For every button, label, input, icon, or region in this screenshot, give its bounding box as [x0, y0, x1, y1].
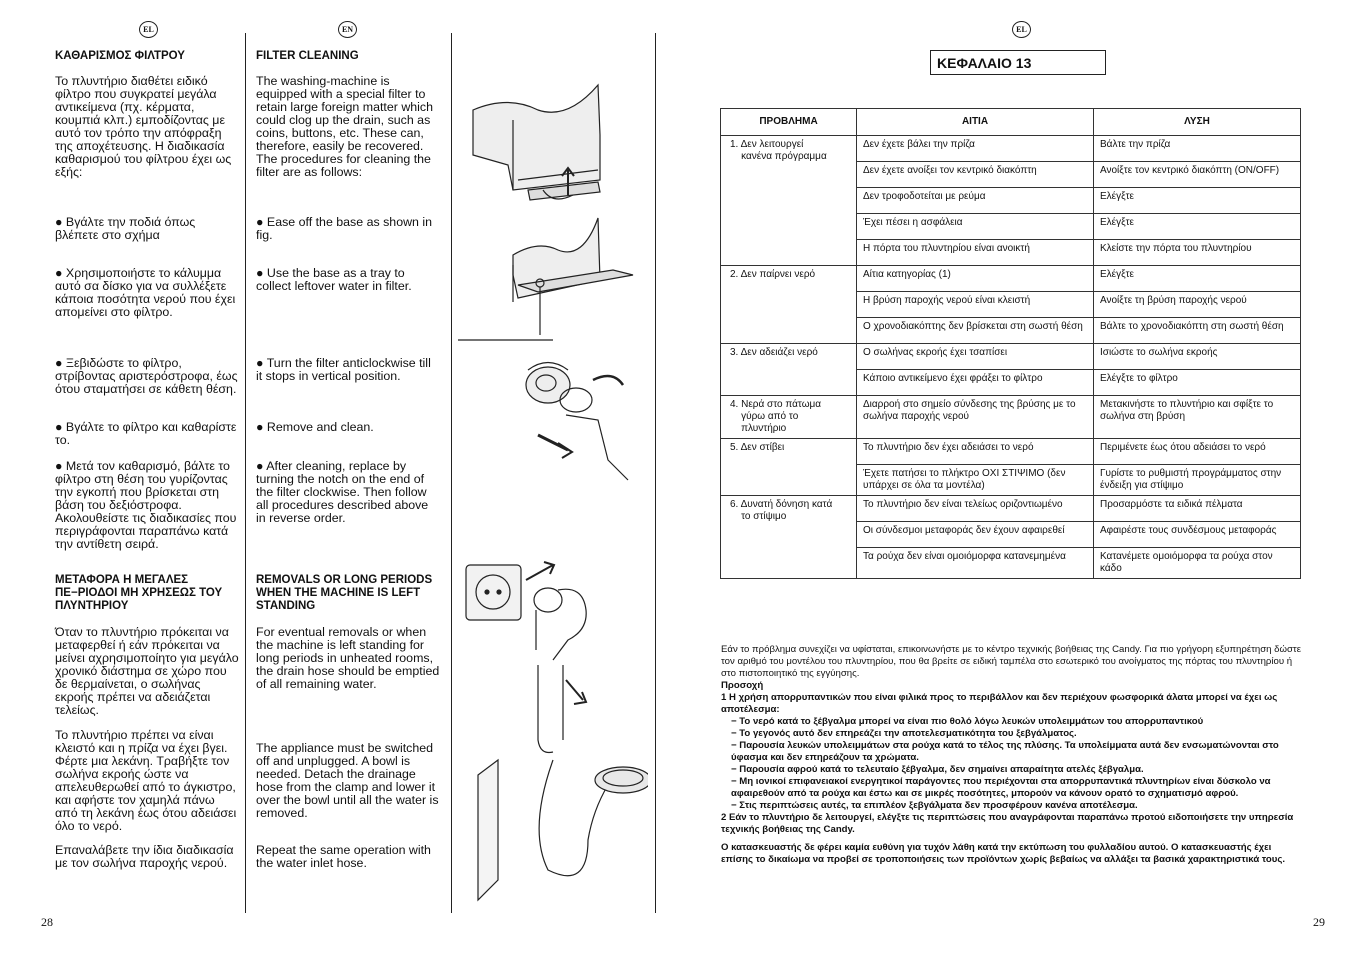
table-row [721, 439, 1301, 465]
cause-cell: Η πόρτα του πλυντηρίου είναι ανοικτή [857, 240, 1094, 266]
problem-cell: 1. Δεν λειτουργεί κανένα πρόγραμμα [721, 136, 857, 266]
solution-cell: Γυρίστε το ρυθμιστή προγράμματος στην ένδειξη για στίψιμο [1094, 465, 1301, 496]
column-divider-2 [451, 33, 452, 913]
page-number-left: 28 [41, 915, 53, 929]
solution-cell: Ισιώστε το σωλήνα εκροής [1094, 344, 1301, 370]
cause-cell: Διαρροή στο σημείο σύνδεσης της βρύσης με το σωλήνα παροχής νερού [857, 396, 1094, 439]
page-number-right: 29 [1313, 915, 1325, 929]
fig-unplug [466, 562, 586, 660]
solution-cell: Ελέγξτε [1094, 214, 1301, 240]
chapter-title: ΚΕΦΑΛΑΙΟ 13 [930, 50, 1106, 75]
illustrations-column [458, 40, 648, 910]
greek-step-1: ● Βγάλτε την ποδιά όπως βλέπετε στο σχήμα [55, 215, 196, 242]
cause-cell: Ο σωλήνας εκροής έχει τσαπίσει [857, 344, 1094, 370]
language-badge-en: EN [338, 21, 357, 38]
solution-cell: Ανοίξτε τη βρύση παροχής νερού [1094, 292, 1301, 318]
cause-cell: Οι σύνδεσμοι μεταφοράς δεν έχουν αφαιρεθεί [857, 522, 1094, 548]
cause-cell: Η βρύση παροχής νερού είναι κλειστή [857, 292, 1094, 318]
header-cause: ΑΙΤΙΑ [857, 109, 1094, 136]
notes-dash-2: − Το γεγονός αυτό δεν επηρεάζει την αποτελεσματικότητα του ξεβγάλματος. [731, 728, 1077, 739]
english-step-1: ● Ease off the base as shown in fig. [256, 215, 433, 242]
troubleshooting-table [720, 108, 1301, 579]
solution-cell: Μετακινήστε το πλυντήριο και σφίξτε το σωλήνα στη βρύση [1094, 396, 1301, 439]
notes-disclaimer: Ο κατασκευαστής δε φέρει καμία ευθύνη για τυχόν λάθη κατά την εκτύπωση του φυλλαδίου αυτού. Ο κατασκευαστής έχει επίσης το δικαίωμα να προβεί σε τροποποιήσεις των προϊόντων χωρίς βεβαίως να αλλάξει τα βασικά χαρακτηριστικά τους. [721, 842, 1286, 865]
english-step-3: ● Turn the filter anticlockwise till it stops in vertical position. [256, 356, 431, 383]
column-divider-1 [245, 33, 246, 913]
english-intro: The washing-machine is equipped with a special filter to retain large foreign matter which could clog up the drain, such as coins, buttons, etc. These can, therefore, easily be recovered. The procedures for cleaning the filter are as follows: [256, 74, 433, 179]
greek-step-2: ● Χρησιμοποιήστε το κάλυμμα αυτό σα δίσκο για να συλλέξετε κάποια ποσότητα νερού που έχει απομείνει στο φίλτρο. [55, 266, 236, 319]
cause-cell: Ο χρονοδιακόπτης δεν βρίσκεται στη σωστή θέση [857, 318, 1094, 344]
fig-turn-filter [526, 363, 628, 481]
cause-cell: Έχει πέσει η ασφάλεια [857, 214, 1094, 240]
notes-item-1: 1 Η χρήση απορρυπαντικών που είναι φιλικά προς το περιβάλλον και δεν περιέχουν φωσφορικά άλατα μπορεί να έχει ως αποτέλεσμα: [721, 692, 1278, 715]
cause-cell: Δεν έχετε βάλει την πρίζα [857, 136, 1094, 162]
greek-filter-title: ΚΑΘΑΡΙΣΜΟΣ ΦΙΛΤΡΟΥ [55, 50, 185, 62]
notes-dash-6: − Στις περιπτώσεις αυτές, τα επιπλέον ξεβγάλματα δεν προσφέρουν κανένα αποτέλεσμα. [731, 800, 1138, 811]
problem-cell: 6. Δυνατή δόνηση κατά το στίψιμο [721, 496, 857, 579]
greek-removal-p2: Το πλυντήριο πρέπει να είναι κλειστό και η πρίζα να έχει βγει. Φέρτε μια λεκάνη. Τραβήξτε τον σωλήνα εκροής ώστε να απελευθερωθεί από το άγκιστρο, και αφήστε τον χαμηλά πάνω από τη λεκάνη έως ότου αδειάσει όλο το νερό. [55, 728, 237, 833]
fig-drain-hose-bowl [478, 665, 648, 900]
notes-item-2: 2 Εάν το πλυντήριο δε λειτουργεί, ελέγξτε τις περιπτώσεις που αναγράφονται παραπάνω προτού ειδοποιήσετε την υπηρεσία τεχνικής βοήθειας της Candy. [721, 812, 1294, 835]
solution-cell: Ελέγξτε [1094, 188, 1301, 214]
problem-cell: 2. Δεν παίρνει νερό [721, 266, 857, 344]
solution-cell: Ελέγξτε το φίλτρο [1094, 370, 1301, 396]
page-divider [655, 33, 656, 913]
table-row [721, 136, 1301, 162]
header-problem: ΠΡΟΒΛΗΜΑ [721, 109, 857, 136]
english-step-2: ● Use the base as a tray to collect leftover water in filter. [256, 266, 412, 293]
english-step-5: ● After cleaning, replace by turning the notch on the end of the filter clockwise. Then follow all procedures described above in reverse order. [256, 459, 429, 525]
table-row [721, 344, 1301, 370]
header-solution: ΛΥΣΗ [1094, 109, 1301, 136]
table-row [721, 396, 1301, 439]
problem-cell: 5. Δεν στίβει [721, 439, 857, 496]
cause-cell: Το πλυντήριο δεν είναι τελείως οριζοντιωμένο [857, 496, 1094, 522]
notes-dash-3: − Παρουσία λευκών υπολειμμάτων στα ρούχα κατά το τέλος της πλύσης. Τα υπολείμματα αυτά δεν ενσωματώνονται στο ύφασμα και δεν επηρεάζουν τα χρώματα. [731, 740, 1279, 763]
english-removal-p1: For eventual removals or when the machine is left standing for long periods in unheated rooms, the drain hose should be emptied of all remaining water. [256, 625, 440, 691]
problem-cell: 3. Δεν αδειάζει νερό [721, 344, 857, 396]
english-removal-p3: Repeat the same operation with the water inlet hose. [256, 843, 431, 870]
greek-removal-p1: Όταν το πλυντήριο πρόκειται να μεταφερθεί ή εάν πρόκειται να μείνει αχρησιμοποίητο για μεγάλο χρονικό διάστημα σε χώρο που δε θερμαίνεται, ο σωλήνας εκροής πρέπει να αδειάζεται τελείως. [55, 625, 239, 717]
greek-step-3: ● Ξεβιδώστε το φίλτρο, στρίβοντας αριστερόστροφα, έως ότου σταματήσει σε κάθετη θέση. [55, 356, 238, 396]
table-body [721, 136, 1301, 579]
cause-cell: Κάποιο αντικείμενο έχει φράξει το φίλτρο [857, 370, 1094, 396]
solution-cell: Περιμένετε έως ότου αδειάσει το νερό [1094, 439, 1301, 465]
english-removal-title: REMOVALS OR LONG PERIODS WHEN THE MACHINE IS LEFT STANDING [256, 574, 433, 612]
cause-cell: Δεν έχετε ανοίξει τον κεντρικό διακόπτη [857, 162, 1094, 188]
cause-cell: Έχετε πατήσει το πλήκτρο ΟΧΙ ΣΤΙΨΙΜΟ (δεν υπάρχει σε όλα τα μοντέλα) [857, 465, 1094, 496]
fig-base-as-tray [458, 218, 633, 340]
notes-dash-1: − Το νερό κατά το ξέβγαλμα μπορεί να είναι πιο θολό λόγω λευκών υπολειμμάτων του απορρυπαντικού [731, 716, 1204, 727]
cause-cell: Το πλυντήριο δεν έχει αδειάσει το νερό [857, 439, 1094, 465]
solution-cell: Κλείστε την πόρτα του πλυντηρίου [1094, 240, 1301, 266]
solution-cell: Βάλτε το χρονοδιακόπτη στη σωστή θέση [1094, 318, 1301, 344]
greek-removal-p3: Επαναλάβετε την ίδια διαδικασία με τον σωλήνα παροχής νερού. [55, 843, 234, 870]
filter-cleaning-illustrations [458, 40, 648, 910]
language-badge-el-right: EL [1012, 21, 1031, 38]
notes-section [721, 644, 1303, 866]
cause-cell: Δεν τροφοδοτείται με ρεύμα [857, 188, 1094, 214]
greek-intro: Το πλυντήριο διαθέτει ειδικό φίλτρο που συγκρατεί μεγάλα αντικείμενα (πχ. κέρματα, κουμπιά κλπ.) εμποδίζοντας με αυτό τον τρόπο την απόφραξη της αποχέτευσης. Η διαδικασία καθαρισμού του φίλτρου έχει ως εξής: [55, 74, 232, 179]
english-filter-title: FILTER CLEANING [256, 50, 359, 62]
notes-dash-5: − Μη ιονικοί επιφανειακοί ενεργητικοί παράγοντες που περιέχονται στα απορρυπαντικά πλυντηρίων είναι δύσκολο να αφαιρεθούν από τα ρούχα και έστω και σε μικρές ποσότητες, μπορούν να κάνουν ορατό το σχηματισμό αφρού. [731, 776, 1271, 799]
solution-cell: Ανοίξτε τον κεντρικό διακόπτη (ON/OFF) [1094, 162, 1301, 188]
solution-cell: Κατανέμετε ομοιόμορφα τα ρούχα στον κάδο [1094, 548, 1301, 579]
solution-cell: Ελέγξτε [1094, 266, 1301, 292]
greek-step-5: ● Μετά τον καθαρισμό, βάλτε το φίλτρο στη θέση του γυρίζοντας την εγκοπή που βρίσκεται στη βάση του δεξιόστροφα. Ακολουθείστε τις διαδικασίες που περιγράφονται παραπάνω κατά την αντίθετη σειρά. [55, 459, 237, 551]
notes-intro: Εάν το πρόβλημα συνεχίζει να υφίσταται, επικοινωνήστε με το κέντρο τεχνικής βοήθειας της Candy. Για πιο γρήγορη εξυπηρέτηση δώστε τον αριθμό του μοντέλου του πλυντηρίου, που θα βρείτε σε ειδική ταμπέλα στο εσωτερικό του ανοίγματος της πόρτας του πλυντηρίου ή στο πιστοποιητικό της εγγύησης. [721, 644, 1301, 679]
solution-cell: Αφαιρέστε τους συνδέσμους μεταφοράς [1094, 522, 1301, 548]
notes-dash-4: − Παρουσία αφρού κατά το τελευταίο ξέβγαλμα, δεν σημαίνει απαραίτητα ατελές ξέβγαλμα. [731, 764, 1144, 775]
english-removal-p2: The appliance must be switched off and unplugged. A bowl is needed. Detach the drainage hose from the clamp and lower it over the bowl until all the water is removed. [256, 741, 439, 820]
greek-step-4: ● Βγάλτε το φίλτρο και καθαρίστε το. [55, 420, 237, 447]
english-step-4: ● Remove and clean. [256, 420, 374, 434]
table-row [721, 496, 1301, 522]
solution-cell: Προσαρμόστε τα ειδικά πέλματα [1094, 496, 1301, 522]
fig-ease-off-base [473, 85, 600, 200]
greek-removal-title: ΜΕΤΑΦΟΡΑ Η ΜΕΓΑΛΕΣ ΠΕ−ΡΙΟΔΟΙ ΜΗ ΧΡΗΣΕΩΣ ΤΟΥ ΠΛΥΝΤΗΡΙΟΥ [55, 574, 223, 612]
solution-cell: Βάλτε την πρίζα [1094, 136, 1301, 162]
cause-cell: Αίτια κατηγορίας (1) [857, 266, 1094, 292]
problem-cell: 4. Νερά στο πάτωμα γύρω από το πλυντήριο [721, 396, 857, 439]
cause-cell: Τα ρούχα δεν είναι ομοιόμορφα κατανεμημένα [857, 548, 1094, 579]
table-header-row [721, 109, 1301, 136]
notes-attention: Προσοχή [721, 680, 764, 691]
language-badge-el-left: EL [139, 21, 158, 38]
table-row [721, 266, 1301, 292]
